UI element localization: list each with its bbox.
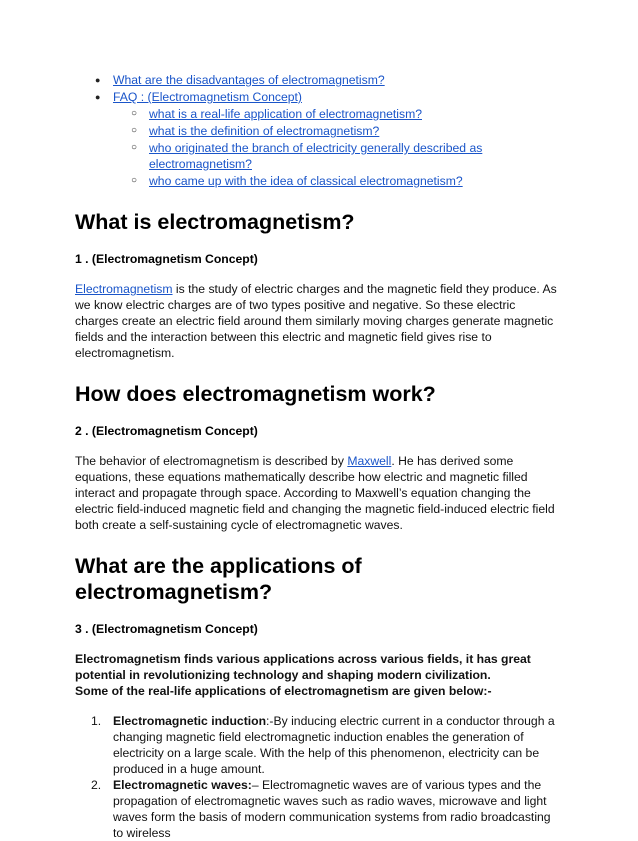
section3-heading: What are the applications of electromagnetism? — [75, 554, 362, 604]
toc-link-classical[interactable]: who came up with the idea of classical electromagnetism? — [149, 174, 463, 188]
applications-list — [75, 713, 562, 841]
section1-heading: What is electromagnetism? — [75, 210, 355, 234]
toc-item — [95, 72, 562, 88]
section2-body-after: . He has derived some equations, these equations mathematically describe how electric and magnetic filled interact and propagate through space. According to Maxwell’s equation changing the electric field-induced magnetic field and changing the magnetic field-induced electric field both create a self-sustaining cycle of electromagnetic waves. — [75, 454, 555, 532]
toc-subitem — [131, 123, 562, 139]
list-item-number: 1. — [91, 714, 102, 728]
list-item-number: 2. — [91, 778, 102, 792]
list-item-text: :-By inducing electric current in a conductor through a changing magnetic field electromagnetic induction enables the generation of electricity on a large scale. With the help of this phenomenon, electricity can be produced in a huge amount. — [113, 714, 555, 776]
section3-subheading: 3 . (Electromagnetism Concept) — [75, 622, 258, 636]
toc-link-real-life-application[interactable]: what is a real-life application of electromagnetism? — [149, 107, 422, 121]
toc-subitem — [131, 173, 562, 189]
toc-subitem — [131, 140, 562, 172]
list-item — [91, 713, 562, 777]
section2-body-before: The behavior of electromagnetism is described by — [75, 454, 348, 468]
maxwell-link[interactable]: Maxwell — [347, 454, 392, 468]
section3-intro — [75, 651, 562, 699]
toc-link-definition[interactable]: what is the definition of electromagnetism? — [149, 124, 380, 138]
list-item-text: – Electromagnetic waves are of various types and the propagation of electromagnetic waves such as radio waves, microwave and light waves form the basis of modern communication systems from radio broadcasting to wireless — [113, 778, 551, 840]
section3-intro-line1: Electromagnetism finds various applications across various fields, it has great potential in revolutionizing technology and shaping modern civilization. — [75, 652, 531, 682]
toc-subitem — [131, 106, 562, 122]
section3-intro-line2: Some of the real-life applications of electromagnetism are given below:- — [75, 684, 492, 698]
section2-heading: How does electromagnetism work? — [75, 382, 436, 406]
section1-body: is the study of electric charges and the magnetic field they produce. As we know electric charges are of two types positive and negative. So these electric charges create an electric field around them similarly moving charges generate magnetic fields and the interaction between this electric and magnetic field gives rise to electromagnetism. — [75, 282, 557, 360]
toc-item — [95, 89, 562, 189]
section1-subheading: 1 . (Electromagnetism Concept) — [75, 252, 258, 266]
toc-link-faq[interactable]: FAQ : (Electromagnetism Concept) — [113, 90, 302, 104]
list-item-term: Electromagnetic induction — [113, 714, 267, 728]
toc-faq-sublist — [113, 106, 562, 189]
toc-link-originated[interactable]: who originated the branch of electricity generally described as electromagnetism? — [149, 141, 483, 171]
section2-paragraph — [75, 453, 562, 533]
section1-paragraph — [75, 281, 562, 361]
list-item — [91, 777, 562, 841]
list-item-term: Electromagnetic waves: — [113, 778, 252, 792]
electromagnetism-link[interactable]: Electromagnetism — [75, 282, 173, 296]
table-of-contents — [75, 72, 562, 189]
toc-link-disadvantages[interactable]: What are the disadvantages of electromagnetism? — [113, 73, 385, 87]
section2-subheading: 2 . (Electromagnetism Concept) — [75, 424, 258, 438]
